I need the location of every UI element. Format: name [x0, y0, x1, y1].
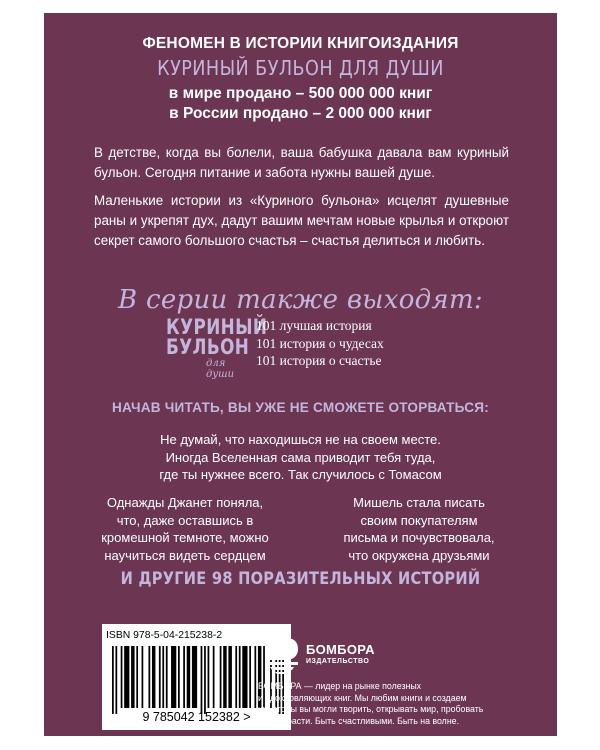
- story-line: что, даже оставшись в: [116, 512, 254, 528]
- bombora-logo-icon: [262, 629, 302, 675]
- back-cover: [44, 13, 557, 736]
- series-logo-line-3: для души: [206, 358, 235, 380]
- more-stories-heading: И ДРУГИЕ 98 ПОРАЗИТЕЛЬНЫХ ИСТОРИЙ: [120, 569, 481, 589]
- story-line: Мишель стала писать: [353, 495, 485, 510]
- story-line: Не думай, что находишься не на своем месте.: [160, 432, 441, 447]
- story-line: кромешной темноте, можно: [101, 530, 269, 546]
- story-line: письма и почувствовала,: [343, 530, 495, 546]
- publisher-line: новое, расти. Быть счастливыми. Быть на волне.: [258, 715, 460, 726]
- series-list: [256, 317, 384, 370]
- world-sales-line: в мире продано – 500 000 000 книг: [168, 85, 433, 102]
- story-line: своим покупателям: [360, 512, 478, 528]
- story-blurb-right: [304, 494, 534, 564]
- tagline: НАЧАВ ЧИТАТЬ, ВЫ УЖЕ НЕ СМОЖЕТЕ ОТОРВАТЬСЯ:: [111, 400, 489, 415]
- barcode-digits: 9 785042 152382 >: [142, 710, 251, 724]
- story-line: Однажды Джанет поняла,: [106, 495, 264, 510]
- publisher-subtitle: ИЗДАТЕЛЬСТВО: [306, 658, 370, 665]
- header-line-1: ФЕНОМЕН В ИСТОРИИ КНИГОИЗДАНИЯ: [142, 35, 459, 52]
- series-item: 101 лучшая история: [256, 318, 372, 333]
- series-item: 101 история о счастье: [256, 353, 382, 368]
- intro-paragraph-2: Маленькие истории из «Куриного бульона» исцелят душевные раны и укрепят дух, дадут вашим мечтам новые крылья и откроют секрет самого большого счастья – счастья делиться и любить.: [94, 193, 509, 248]
- series-name-heading: КУРИНЫЙ БУЛЬОН ДЛЯ ДУШИ: [157, 56, 444, 80]
- series-logo-line-2: БУЛЬОН: [166, 335, 250, 359]
- publisher-line: и вдохновляющих книг. Мы любим книги и создаем: [258, 692, 467, 703]
- publisher-line: БОМБОРА — лидер на рынке полезных: [258, 681, 422, 691]
- series-item: 101 история о чудесах: [256, 335, 384, 351]
- publisher-line: их, чтобы вы могли творить, открывать мир, пробовать: [258, 704, 484, 715]
- publisher-description: [258, 681, 548, 727]
- series-logo: [156, 315, 268, 380]
- intro-paragraph-1: В детстве, когда вы болели, ваша бабушка давала вам куриный бульон. Сегодня питание и забота нужны вашей душе.: [94, 145, 509, 180]
- story-blurb-left: [70, 494, 300, 564]
- series-logo-line-1: КУРИНЫЙ: [166, 315, 268, 339]
- story-line: что окружена друзьями: [348, 547, 490, 563]
- story-line: Иногда Вселенная сама приводит тебя туда,: [165, 449, 436, 465]
- series-also-title: В серии также выходят:: [118, 285, 483, 315]
- story-line: где ты нужнее всего. Так случилось с Томасом: [159, 467, 442, 483]
- story-blurb-center: [134, 431, 467, 484]
- russia-sales-line: в России продано – 2 000 000 книг: [169, 105, 432, 122]
- story-line: научиться видеть сердцем: [104, 547, 266, 563]
- publisher-name: БОМБОРА: [306, 642, 375, 657]
- isbn-number: ISBN 978-5-04-215238-2: [106, 630, 223, 641]
